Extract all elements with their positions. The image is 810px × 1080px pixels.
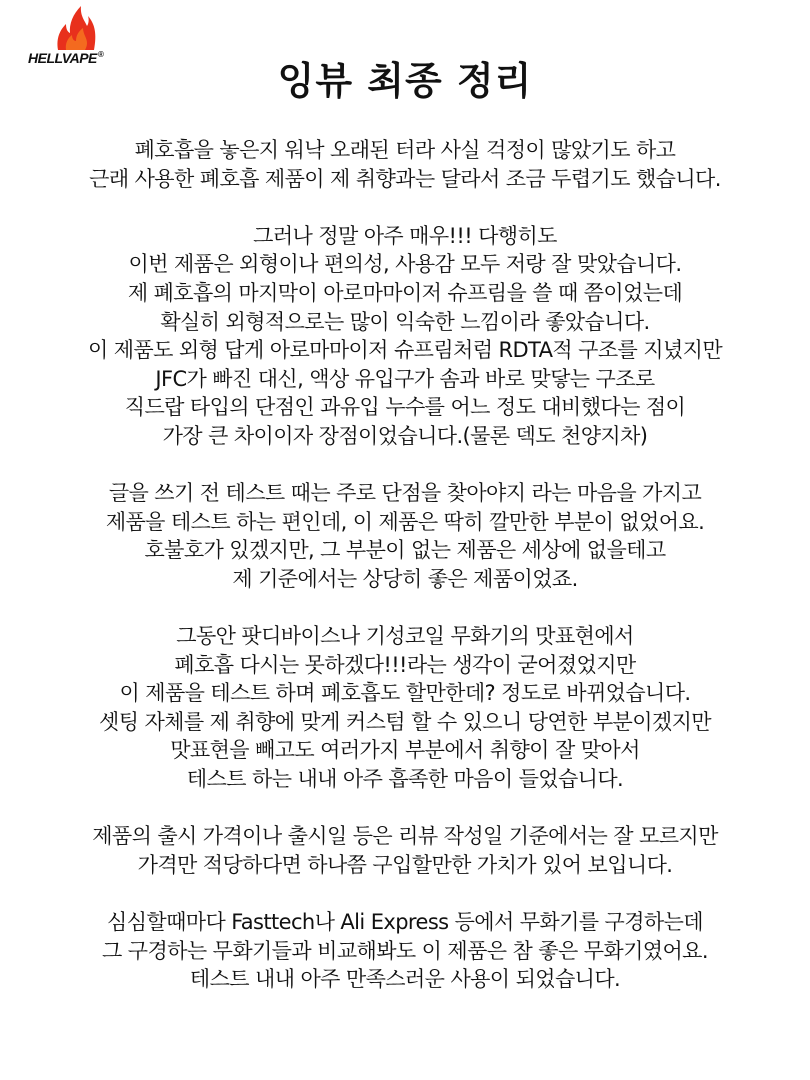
review-line: 셋팅 자체를 제 취향에 맞게 커스텀 할 수 있으니 당연한 부분이겠지만 xyxy=(99,709,711,734)
review-line: 이 제품도 외형 답게 아로마마이저 슈프림처럼 RDTA적 구조를 지녔지만 xyxy=(87,338,723,363)
review-paragraph xyxy=(20,136,790,193)
review-line: 폐호흡 다시는 못하겠다!!!라는 생각이 굳어졌었지만 xyxy=(174,652,636,677)
review-paragraph xyxy=(20,222,790,451)
review-line: 테스트 하는 내내 아주 흡족한 마음이 들었습니다. xyxy=(186,767,624,792)
review-line: 제 폐호흡의 마지막이 아로마마이저 슈프림을 쓸 때 쯤이었는데 xyxy=(127,280,683,305)
review-line: 가장 큰 차이이자 장점이었습니다.(물론 덱도 천양지차) xyxy=(162,423,648,448)
review-line: 제품의 출시 가격이나 출시일 등은 리뷰 작성일 기준에서는 잘 모르지만 xyxy=(92,824,718,849)
review-line: 맛표현을 빼고도 여러가지 부분에서 취향이 잘 맞아서 xyxy=(170,738,640,763)
review-line: 글을 쓰기 전 테스트 때는 주로 단점을 찾아야지 라는 마음을 가지고 xyxy=(108,481,702,506)
review-paragraph xyxy=(20,479,790,593)
review-line: 직드랍 타입의 단점인 과유입 누수를 어느 정도 대비했다는 점이 xyxy=(124,395,686,420)
review-line: 그러나 정말 아주 매우!!! 다행히도 xyxy=(253,223,557,248)
review-line: 가격만 적당하다면 하나쯤 구입할만한 가치가 있어 보입니다. xyxy=(137,852,673,877)
review-line: 폐호흡을 놓은지 워낙 오래된 터라 사실 걱정이 많았기도 하고 xyxy=(134,138,676,162)
review-line: 근래 사용한 폐호흡 제품이 제 취향과는 달라서 조금 두렵기도 했습니다. xyxy=(89,166,721,191)
review-line: 확실히 외형적으로는 많이 익숙한 느낌이라 좋았습니다. xyxy=(160,309,650,334)
review-line: 호불호가 있겠지만, 그 부분이 없는 제품은 세상에 없을테고 xyxy=(144,538,666,563)
review-line: 이 제품을 테스트 하며 폐호흡도 할만한데? 정도로 바뀌었습니다. xyxy=(119,681,691,706)
review-line: 그 구경하는 무화기들과 비교해봐도 이 제품은 참 좋은 무화기였어요. xyxy=(102,938,708,963)
review-line: 테스트 내내 아주 만족스러운 사용이 되었습니다. xyxy=(189,967,621,992)
flame-icon xyxy=(54,4,98,52)
review-line: JFC가 빠진 대신, 액상 유입구가 솜과 바로 맞닿는 구조로 xyxy=(155,366,655,391)
review-line: 이번 제품은 외형이나 편의성, 사용감 모두 저랑 잘 맞았습니다. xyxy=(128,252,682,277)
review-line: 심심할때마다 Fasttech나 Ali Express 등에서 무화기를 구경하는데 xyxy=(107,910,703,935)
review-paragraph xyxy=(20,822,790,879)
review-line: 제품을 테스트 하는 편인데, 이 제품은 딱히 깔만한 부분이 없었어요. xyxy=(105,509,705,534)
review-paragraph xyxy=(20,622,790,794)
review-line: 제 기준에서는 상당히 좋은 제품이었죠. xyxy=(232,566,578,591)
page-title: 잉뷰 최종 정리 xyxy=(277,59,533,103)
brand-wordmark: HELLVAPE® xyxy=(28,50,104,66)
review-line: 그동안 팟디바이스나 기성코일 무화기의 맛표현에서 xyxy=(176,624,634,649)
review-paragraph xyxy=(20,908,790,994)
review-body xyxy=(20,136,790,1022)
